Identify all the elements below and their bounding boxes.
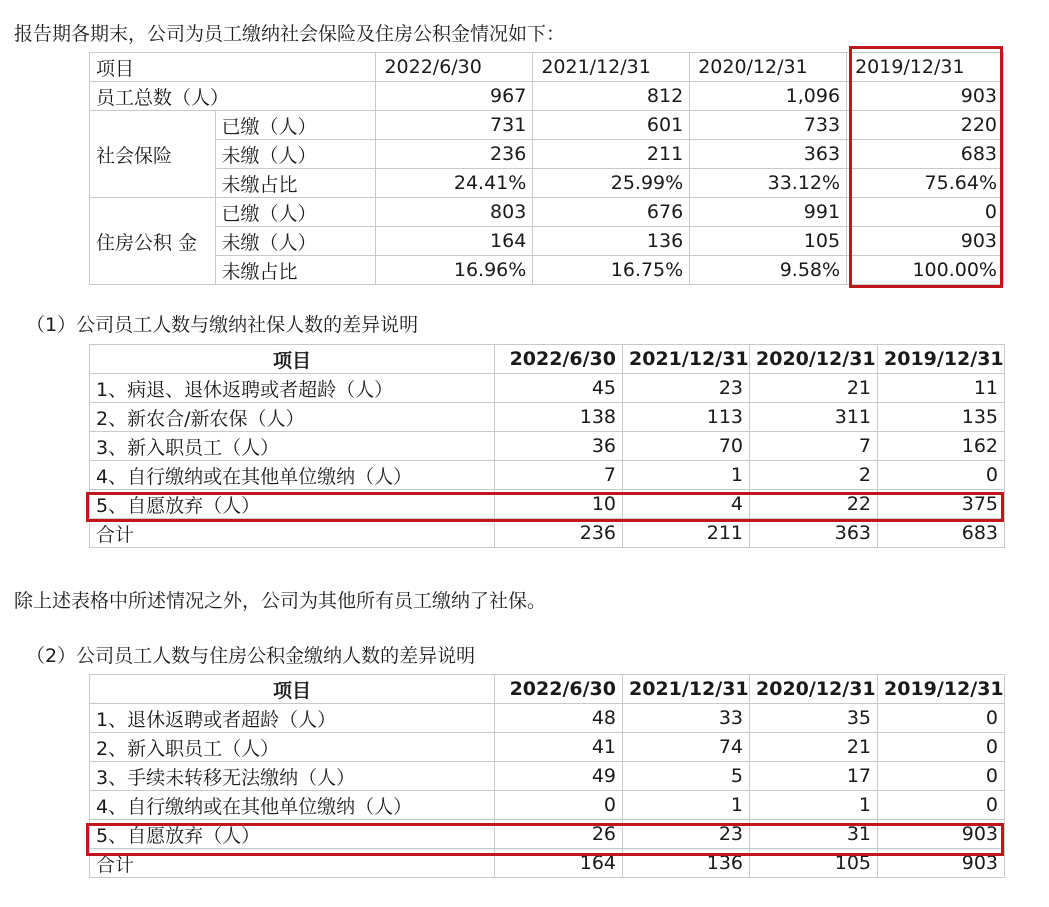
table-row — [90, 227, 1004, 256]
cell-value: 17 — [750, 762, 878, 791]
cell-value: 733 — [690, 111, 847, 140]
header-2020-12-31: 2020/12/31 — [750, 345, 878, 374]
cell-value: 236 — [495, 519, 623, 548]
header-2022-6-30: 2022/6/30 — [495, 675, 623, 704]
table-header-row — [90, 53, 1004, 82]
cell-value: 601 — [533, 111, 690, 140]
table-row — [90, 461, 1005, 490]
cell-value: 731 — [376, 111, 533, 140]
row-label: 2、新入职员工（人） — [90, 733, 495, 762]
intro-text: 报告期各期末，公司为员工缴纳社会保险及住房公积金情况如下： — [14, 23, 566, 45]
cell-value: 75.64% — [847, 169, 1004, 198]
table-row — [90, 849, 1005, 878]
cell-value: 903 — [878, 849, 1005, 878]
header-2019-12-31: 2019/12/31 — [878, 345, 1005, 374]
cell-value: 48 — [495, 704, 623, 733]
header-2021-12-31: 2021/12/31 — [533, 53, 690, 82]
cell-value: 33.12% — [690, 169, 847, 198]
cell-value: 5 — [623, 762, 750, 791]
row-label: 3、新入职员工（人） — [90, 432, 495, 461]
table-row — [90, 111, 1004, 140]
cell-value: 4 — [623, 490, 750, 519]
cell-value: 0 — [878, 704, 1005, 733]
row-label: 未缴占比 — [215, 256, 376, 285]
cell-value: 49 — [495, 762, 623, 791]
cell-value: 25.99% — [533, 169, 690, 198]
cell-value: 22 — [750, 490, 878, 519]
cell-value: 211 — [623, 519, 750, 548]
cell-value: 1 — [623, 461, 750, 490]
cell-value: 967 — [376, 82, 533, 111]
cell-value: 0 — [847, 198, 1004, 227]
row-label: 合计 — [90, 849, 495, 878]
cell-value: 36 — [495, 432, 623, 461]
cell-value: 7 — [750, 432, 878, 461]
cell-value: 0 — [495, 791, 623, 820]
header-item: 项目 — [90, 345, 495, 374]
caption-housing-fund: （2）公司员工人数与住房公积金缴纳人数的差异说明 — [26, 645, 476, 667]
row-label: 合计 — [90, 519, 495, 548]
table-row — [90, 733, 1005, 762]
cell-value: 1,096 — [690, 82, 847, 111]
cell-value: 21 — [750, 374, 878, 403]
row-label: 未缴占比 — [215, 169, 376, 198]
cell-value: 1 — [750, 791, 878, 820]
insurance-fund-table — [89, 52, 1004, 285]
cell-value: 683 — [847, 140, 1004, 169]
header-2019-12-31: 2019/12/31 — [847, 53, 1004, 82]
cell-value: 903 — [847, 227, 1004, 256]
group-label-fund: 住房公积 金 — [90, 198, 216, 285]
header-2019-12-31: 2019/12/31 — [878, 675, 1005, 704]
cell-value: 220 — [847, 111, 1004, 140]
table-row — [90, 791, 1005, 820]
cell-value: 23 — [623, 374, 750, 403]
cell-value: 35 — [750, 704, 878, 733]
table-row — [90, 704, 1005, 733]
table-row — [90, 169, 1004, 198]
social-insurance-difference-table — [89, 344, 1005, 548]
row-label: 4、自行缴纳或在其他单位缴纳（人） — [90, 461, 495, 490]
cell-value: 7 — [495, 461, 623, 490]
group-label-social: 社会保险 — [90, 111, 216, 198]
header-2021-12-31: 2021/12/31 — [623, 345, 750, 374]
table-row — [90, 198, 1004, 227]
cell-value: 903 — [847, 82, 1004, 111]
table-row — [90, 519, 1005, 548]
cell-value: 74 — [623, 733, 750, 762]
caption-social-insurance: （1）公司员工人数与缴纳社保人数的差异说明 — [26, 314, 419, 336]
cell-value: 16.96% — [376, 256, 533, 285]
cell-value: 136 — [533, 227, 690, 256]
cell-value: 41 — [495, 733, 623, 762]
cell-value: 16.75% — [533, 256, 690, 285]
table-row — [90, 82, 1004, 111]
cell-value: 24.41% — [376, 169, 533, 198]
row-label: 未缴（人） — [215, 227, 376, 256]
cell-value: 903 — [878, 820, 1005, 849]
cell-value: 0 — [878, 733, 1005, 762]
table-header-row — [90, 345, 1005, 374]
row-label: 未缴（人） — [215, 140, 376, 169]
cell-value: 31 — [750, 820, 878, 849]
housing-fund-difference-table — [89, 674, 1005, 878]
row-label: 2、新农合/新农保（人） — [90, 403, 495, 432]
cell-value: 70 — [623, 432, 750, 461]
cell-value: 0 — [878, 762, 1005, 791]
cell-value: 162 — [878, 432, 1005, 461]
cell-value: 363 — [750, 519, 878, 548]
header-2022-6-30: 2022/6/30 — [495, 345, 623, 374]
row-label: 1、病退、退休返聘或者超龄（人） — [90, 374, 495, 403]
cell-value: 1 — [623, 791, 750, 820]
row-label: 5、自愿放弃（人） — [90, 490, 495, 519]
table-row — [90, 432, 1005, 461]
cell-value: 0 — [878, 791, 1005, 820]
cell-value: 676 — [533, 198, 690, 227]
table-row — [90, 256, 1004, 285]
table-header-row — [90, 675, 1005, 704]
cell-value: 45 — [495, 374, 623, 403]
cell-value: 138 — [495, 403, 623, 432]
cell-value: 105 — [690, 227, 847, 256]
middle-text: 除上述表格中所述情况之外，公司为其他所有员工缴纳了社保。 — [14, 590, 547, 612]
cell-value: 0 — [878, 461, 1005, 490]
cell-value: 9.58% — [690, 256, 847, 285]
cell-value: 375 — [878, 490, 1005, 519]
cell-value: 23 — [623, 820, 750, 849]
header-2022-6-30: 2022/6/30 — [376, 53, 533, 82]
header-2020-12-31: 2020/12/31 — [750, 675, 878, 704]
row-label: 已缴（人） — [215, 111, 376, 140]
row-label: 已缴（人） — [215, 198, 376, 227]
table-row — [90, 374, 1005, 403]
cell-value: 683 — [878, 519, 1005, 548]
table-row — [90, 490, 1005, 519]
cell-value: 991 — [690, 198, 847, 227]
row-label: 3、手续未转移无法缴纳（人） — [90, 762, 495, 791]
cell-value: 11 — [878, 374, 1005, 403]
cell-value: 164 — [495, 849, 623, 878]
table-row — [90, 820, 1005, 849]
table-row — [90, 762, 1005, 791]
header-item: 项目 — [90, 53, 376, 82]
header-2021-12-31: 2021/12/31 — [623, 675, 750, 704]
cell-value: 21 — [750, 733, 878, 762]
header-item: 项目 — [90, 675, 495, 704]
cell-value: 164 — [376, 227, 533, 256]
cell-value: 812 — [533, 82, 690, 111]
cell-value: 113 — [623, 403, 750, 432]
header-2020-12-31: 2020/12/31 — [690, 53, 847, 82]
cell-value: 363 — [690, 140, 847, 169]
cell-value: 26 — [495, 820, 623, 849]
cell-value: 135 — [878, 403, 1005, 432]
row-label: 5、自愿放弃（人） — [90, 820, 495, 849]
row-label: 4、自行缴纳或在其他单位缴纳（人） — [90, 791, 495, 820]
row-label: 员工总数（人） — [90, 82, 376, 111]
table-row — [90, 403, 1005, 432]
cell-value: 100.00% — [847, 256, 1004, 285]
cell-value: 2 — [750, 461, 878, 490]
row-label: 1、退休返聘或者超龄（人） — [90, 704, 495, 733]
cell-value: 236 — [376, 140, 533, 169]
cell-value: 211 — [533, 140, 690, 169]
cell-value: 10 — [495, 490, 623, 519]
cell-value: 33 — [623, 704, 750, 733]
cell-value: 803 — [376, 198, 533, 227]
cell-value: 136 — [623, 849, 750, 878]
cell-value: 311 — [750, 403, 878, 432]
table-row — [90, 140, 1004, 169]
cell-value: 105 — [750, 849, 878, 878]
